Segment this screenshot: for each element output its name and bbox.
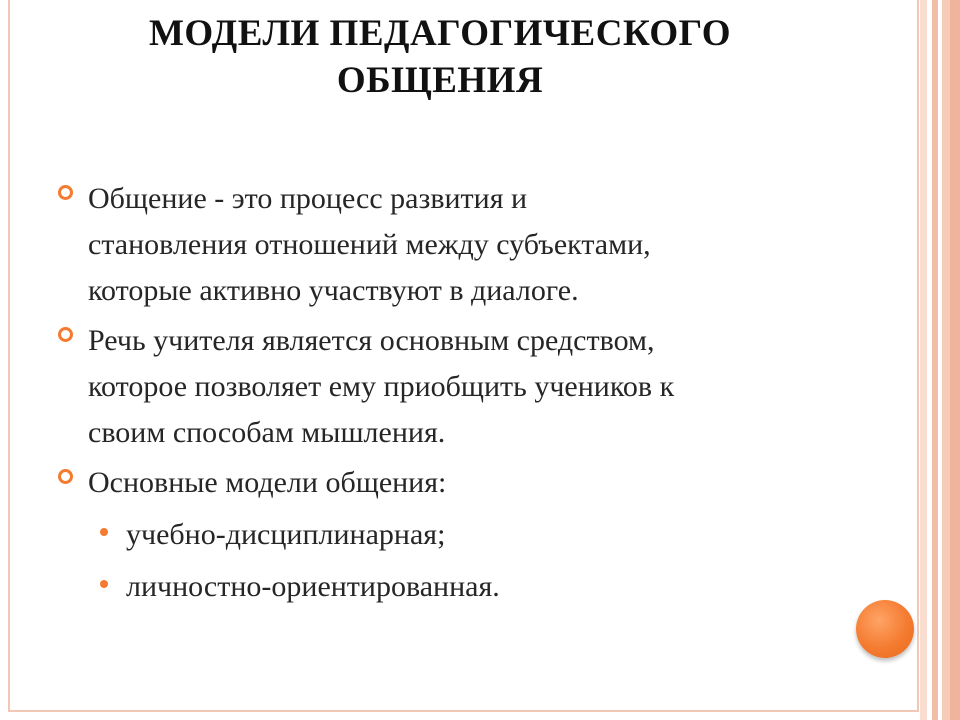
dot-bullet-icon (100, 580, 108, 588)
ring-bullet-icon (58, 185, 73, 200)
ring-bullet-icon (58, 327, 73, 342)
stripe (950, 0, 960, 720)
sub-bullet-item (58, 564, 858, 610)
bullet-item (58, 176, 858, 314)
stripe (920, 0, 927, 720)
sub-bullet-text: учебно-дисциплинарная; (126, 518, 446, 551)
bullet-item (58, 460, 858, 506)
bullet-item (58, 318, 858, 456)
stripe (942, 0, 950, 720)
title-line: МОДЕЛИ ПЕДАГОГИЧЕСКОГО (148, 13, 732, 54)
slide-body (58, 176, 858, 612)
bullet-text-line: Основные модели общения: (88, 466, 447, 499)
ring-bullet-icon (58, 469, 73, 484)
title-line: ОБЩЕНИЯ (336, 60, 544, 101)
dot-bullet-icon (100, 528, 108, 536)
sub-bullet-item (58, 512, 858, 558)
orange-circle-icon (856, 600, 914, 658)
bullet-text-line: которые активно участвуют в диалоге. (88, 274, 579, 307)
decorative-stripes (920, 0, 960, 720)
sub-bullet-text: личностно-ориентированная. (126, 570, 500, 603)
bullet-text-line: Общение - это процесс развития и (88, 182, 528, 215)
slide-title (60, 10, 820, 104)
bullet-text-line: которое позволяет ему приобщить учеников к (88, 370, 675, 403)
bullet-text-line: Речь учителя является основным средством, (88, 324, 655, 357)
bullet-text-line: становления отношений между субъектами, (88, 228, 651, 261)
bullet-text-line: своим способам мышления. (88, 416, 446, 449)
